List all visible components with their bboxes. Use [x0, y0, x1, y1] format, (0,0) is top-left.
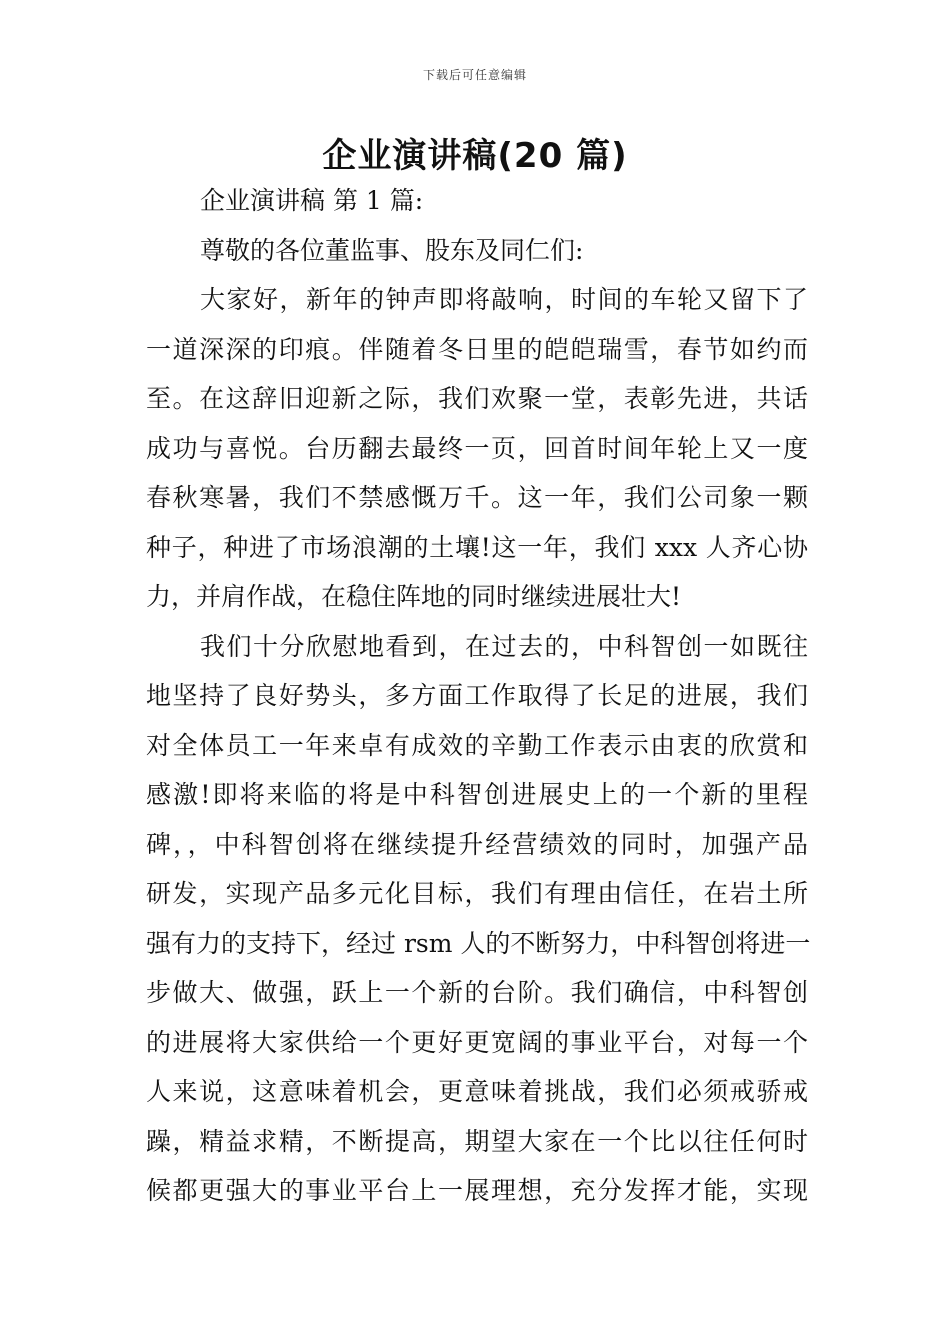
paragraph-1	[146, 275, 808, 622]
salutation: 尊敬的各位董监事、股东及同仁们:	[200, 235, 584, 265]
paragraph-line: 地坚持了良好势头，多方面工作取得了长足的进展，我们	[146, 681, 808, 710]
paragraph-2	[146, 622, 811, 1216]
paragraph-line: 力，并肩作战，在稳住阵地的同时继续进展壮大!	[146, 582, 682, 611]
paragraph-line: 强有力的支持下，经过 rsm 人的不断努力，中科智创将进一	[146, 928, 811, 958]
paragraph-line: 春秋寒暑，我们不禁感慨万千。这一年，我们公司象一颗	[146, 483, 808, 512]
paragraph-line: 感激!即将来临的将是中科智创进展史上的一个新的里程	[146, 780, 808, 809]
paragraph-line: 研发，实现产品多元化目标，我们有理由信任，在岩土所	[146, 879, 808, 908]
paragraph-line: 种子，种进了市场浪潮的土壤!这一年，我们 xxx 人齐心协	[146, 532, 808, 562]
paragraph-line: 候都更强大的事业平台上一展理想，充分发挥才能，实现	[146, 1176, 808, 1205]
paragraph-line: 一道深深的印痕。伴随着冬日里的皑皑瑞雪，春节如约而	[146, 334, 808, 364]
header-note: 下载后可任意编辑	[422, 68, 527, 82]
paragraph-line: 的进展将大家供给一个更好更宽阔的事业平台，对每一个	[146, 1027, 808, 1057]
paragraph-line: 躁，精益求精，不断提高，期望大家在一个比以往任何时	[146, 1126, 808, 1156]
section-heading: 企业演讲稿 第 1 篇:	[200, 186, 424, 215]
paragraph-line: 至。在这辞旧迎新之际，我们欢聚一堂，表彰先进，共话	[146, 384, 808, 413]
document-title: 企业演讲稿(20 篇)	[322, 136, 628, 176]
paragraph-line: 大家好，新年的钟声即将敲响，时间的车轮又留下了	[200, 285, 808, 314]
paragraph-line: 碑，，中科智创将在继续提升经营绩效的同时，加强产品	[146, 829, 808, 859]
paragraph-line: 我们十分欣慰地看到，在过去的，中科智创一如既往	[200, 631, 808, 661]
paragraph-line: 步做大、做强，跃上一个新的台阶。我们确信，中科智创	[146, 978, 808, 1007]
paragraph-line: 成功与喜悦。台历翻去最终一页，回首时间年轮上又一度	[146, 433, 808, 463]
paragraph-line: 人来说，这意味着机会，更意味着挑战，我们必须戒骄戒	[146, 1077, 808, 1106]
document-body	[146, 176, 811, 1216]
paragraph-line: 对全体员工一年来卓有成效的辛勤工作表示由衷的欣赏和	[146, 730, 808, 760]
